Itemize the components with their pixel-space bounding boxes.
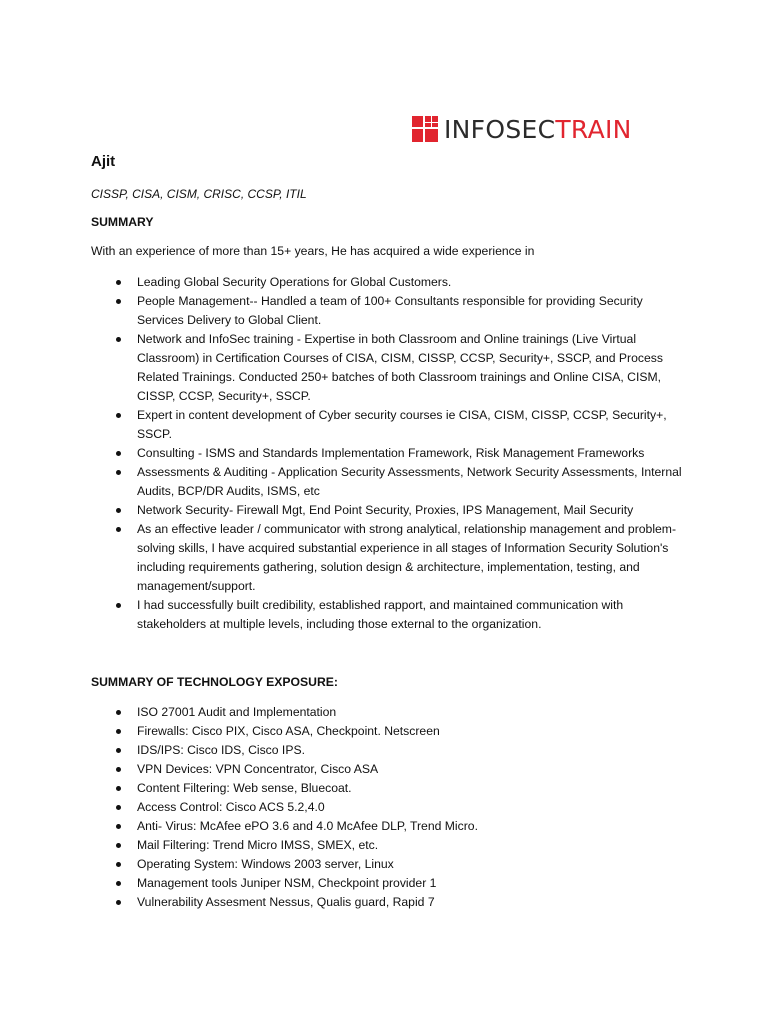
list-item: Access Control: Cisco ACS 5.2,4.0 — [91, 798, 691, 817]
list-item: Operating System: Windows 2003 server, Linux — [91, 855, 691, 874]
list-item: Leading Global Security Operations for Global Customers. — [91, 273, 691, 292]
list-item: I had successfully built credibility, established rapport, and maintained communication with stakeholders at multiple levels, including those external to the organization. — [91, 596, 691, 634]
technology-heading: SUMMARY OF TECHNOLOGY EXPOSURE: — [91, 675, 338, 689]
list-item: Network Security- Firewall Mgt, End Point Security, Proxies, IPS Management, Mail Security — [91, 501, 691, 520]
company-logo — [412, 113, 632, 145]
list-item: Content Filtering: Web sense, Bluecoat. — [91, 779, 691, 798]
certifications: CISSP, CISA, CISM, CRISC, CCSP, ITIL — [91, 187, 307, 201]
list-item: People Management-- Handled a team of 100+ Consultants responsible for providing Security Services Delivery to Global Client. — [91, 292, 691, 330]
list-item: VPN Devices: VPN Concentrator, Cisco ASA — [91, 760, 691, 779]
list-item: Anti- Virus: McAfee ePO 3.6 and 4.0 McAfee DLP, Trend Micro. — [91, 817, 691, 836]
list-item: Firewalls: Cisco PIX, Cisco ASA, Checkpoint. Netscreen — [91, 722, 691, 741]
summary-intro: With an experience of more than 15+ years, He has acquired a wide experience in — [91, 244, 535, 258]
technology-list — [91, 703, 691, 912]
list-item: Management tools Juniper NSM, Checkpoint provider 1 — [91, 874, 691, 893]
logo-grid-icon — [412, 116, 438, 142]
list-item: Mail Filtering: Trend Micro IMSS, SMEX, etc. — [91, 836, 691, 855]
candidate-name: Ajit — [91, 153, 116, 170]
list-item: IDS/IPS: Cisco IDS, Cisco IPS. — [91, 741, 691, 760]
logo-wordmark: INFOSECTRAIN — [444, 114, 632, 144]
list-item: Consulting - ISMS and Standards Implementation Framework, Risk Management Frameworks — [91, 444, 691, 463]
list-item: Assessments & Auditing - Application Security Assessments, Network Security Assessments, Internal Audits, BCP/DR Audits, ISMS, etc — [91, 463, 691, 501]
list-item: ISO 27001 Audit and Implementation — [91, 703, 691, 722]
list-item: Expert in content development of Cyber security courses ie CISA, CISM, CISSP, CCSP, Security+, SSCP. — [91, 406, 691, 444]
summary-heading: SUMMARY — [91, 215, 154, 229]
list-item: As an effective leader / communicator with strong analytical, relationship management and problem-solving skills, I have acquired substantial experience in all stages of Information Security Solution's including requirements gathering, solution design & architecture, implementation, testing, and management/support. — [91, 520, 691, 596]
summary-list — [91, 273, 691, 634]
list-item: Vulnerability Assesment Nessus, Qualis guard, Rapid 7 — [91, 893, 691, 912]
list-item: Network and InfoSec training - Expertise in both Classroom and Online trainings (Live Virtual Classroom) in Certification Courses of CISA, CISM, CISSP, CCSP, Security+, SSCP, and Process Related Trainings. Conducted 250+ batches of both Classroom trainings and Online CISA, CISM, CISSP, CCSP, Security+, SSCP. — [91, 330, 691, 406]
